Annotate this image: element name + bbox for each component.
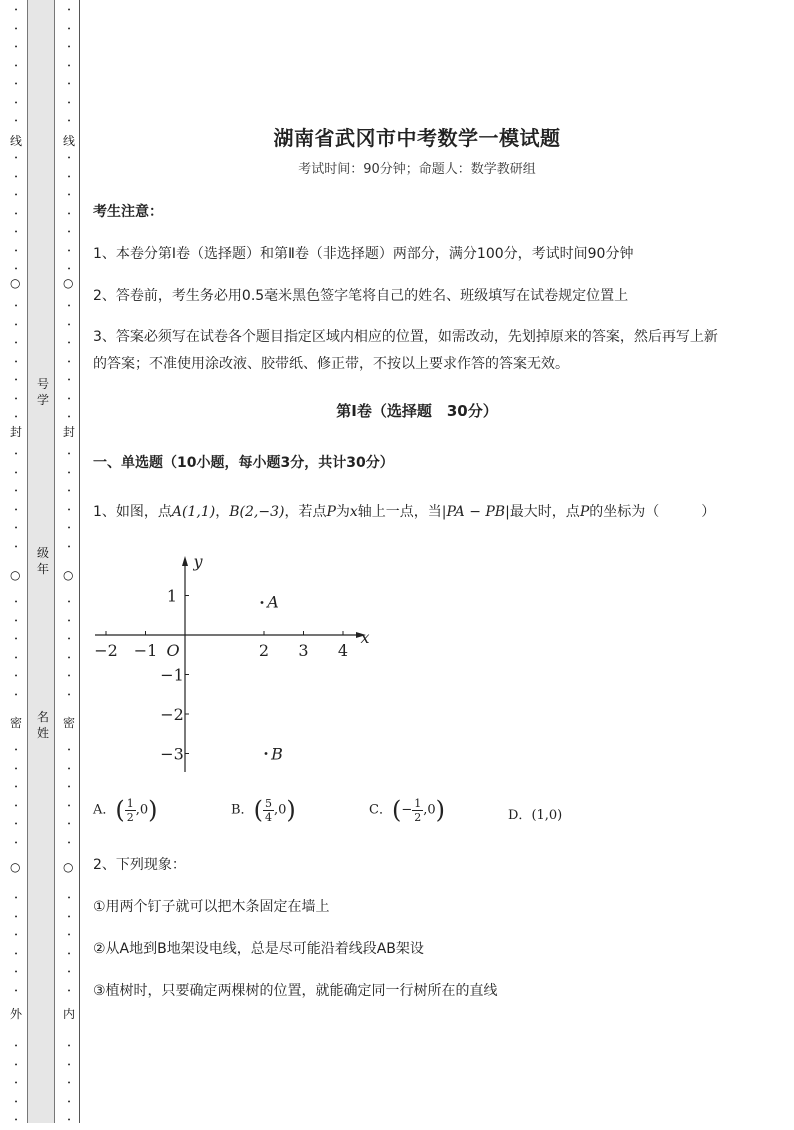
dot: • bbox=[14, 358, 18, 366]
dot: • bbox=[14, 1117, 18, 1124]
dot: • bbox=[14, 691, 18, 699]
dot: • bbox=[67, 1043, 71, 1050]
dot: • bbox=[67, 81, 71, 88]
dot: • bbox=[67, 229, 71, 236]
option-b[interactable]: B．( $\frac{5}{4}$ ,0) bbox=[231, 796, 296, 824]
dot: • bbox=[67, 118, 71, 125]
point-a-label: A bbox=[267, 592, 279, 612]
q1-point-p: P bbox=[579, 504, 590, 520]
option-letter: B． bbox=[231, 802, 254, 818]
point-b-dot bbox=[265, 752, 268, 755]
dot: • bbox=[14, 395, 18, 403]
dot: • bbox=[14, 173, 18, 181]
dot: • bbox=[14, 247, 18, 255]
dot: • bbox=[67, 617, 71, 625]
y-axis-arrow bbox=[182, 556, 188, 566]
dot: • bbox=[67, 506, 71, 514]
fraction-numerator: 1 bbox=[126, 796, 134, 810]
x-tick-label: −2 bbox=[94, 641, 118, 660]
dot: • bbox=[14, 81, 18, 88]
section-title: 第I卷（选择题 30分） bbox=[336, 402, 498, 420]
q1-text: ， bbox=[215, 504, 230, 520]
dot: • bbox=[14, 950, 18, 958]
dot: • bbox=[67, 44, 71, 51]
dot: • bbox=[67, 673, 71, 680]
dot: • bbox=[14, 99, 18, 107]
q1-text: ，若点 bbox=[284, 504, 327, 520]
dot: • bbox=[67, 414, 71, 421]
dot: • bbox=[67, 210, 71, 218]
dot: • bbox=[14, 525, 18, 532]
dot: • bbox=[14, 747, 18, 754]
q1-abs-expr: |PA − PB| bbox=[441, 504, 510, 520]
question-2-item: ①用两个钉子就可以把木条固定在墙上 bbox=[93, 899, 330, 915]
notes-item: 1、本卷分第I卷（选择题）和第Ⅱ卷（非选择题）两部分，满分100分，考试时间90分钟 bbox=[93, 246, 634, 262]
dot: • bbox=[67, 7, 71, 14]
dot: • bbox=[14, 1043, 18, 1050]
dot: • bbox=[67, 62, 71, 70]
option-value: (1,0) bbox=[531, 808, 563, 823]
dot: • bbox=[14, 266, 18, 273]
question-2-item: ②从A地到B地架设电线，总是尽可能沿着线段AB架设 bbox=[93, 941, 424, 957]
outer-mark-circle: ○ bbox=[10, 568, 21, 582]
inner-mark-circle: ○ bbox=[63, 568, 74, 582]
notes-item: 2、答卷前，考生务必用0.5毫米黑色签字笔将自己的姓名、班级填写在试卷规定位置上 bbox=[93, 288, 629, 304]
exam-subtitle: 考试时间：90分钟；命题人：数学教研组 bbox=[298, 162, 536, 177]
x-tick-label: 3 bbox=[298, 641, 309, 660]
outer-mark-feng: 封 bbox=[10, 425, 23, 439]
dot: • bbox=[14, 654, 18, 662]
dot: • bbox=[14, 895, 18, 902]
fraction-denominator: 2 bbox=[414, 810, 422, 824]
fraction-numerator: 5 bbox=[264, 796, 272, 810]
dot: • bbox=[67, 747, 71, 754]
dot: • bbox=[67, 395, 71, 403]
option-letter: D． bbox=[508, 808, 532, 823]
y-tick-label: −3 bbox=[160, 744, 184, 764]
field-student-number: 号 学 bbox=[36, 377, 49, 407]
dot: • bbox=[67, 358, 71, 366]
dot: • bbox=[67, 340, 71, 347]
inner-mark-circle: ○ bbox=[63, 276, 74, 290]
dot: • bbox=[14, 802, 18, 810]
dot: • bbox=[67, 950, 71, 958]
dot: • bbox=[67, 969, 71, 976]
dot: • bbox=[14, 7, 18, 14]
dot: • bbox=[14, 1080, 18, 1087]
dot: • bbox=[67, 451, 71, 458]
dot: • bbox=[14, 414, 18, 421]
field-grade: 级 年 bbox=[36, 546, 49, 576]
dot: • bbox=[67, 192, 71, 199]
dot: • bbox=[14, 839, 18, 847]
inner-mark-xian: 线 bbox=[63, 134, 76, 148]
dot: • bbox=[67, 469, 71, 477]
dot: • bbox=[67, 266, 71, 273]
dot: • bbox=[67, 377, 71, 384]
dot: • bbox=[67, 987, 71, 995]
dot: • bbox=[14, 673, 18, 680]
field-name: 名 姓 bbox=[36, 710, 49, 740]
dot: • bbox=[14, 377, 18, 384]
option-a[interactable]: A．( $\frac{1}{2}$ ,0) bbox=[93, 796, 158, 824]
option-letter: A． bbox=[93, 802, 116, 818]
inner-mark-nei: 内 bbox=[63, 1007, 76, 1021]
dot: • bbox=[14, 617, 18, 625]
dot: • bbox=[14, 1061, 18, 1069]
y-tick-label: −2 bbox=[160, 705, 184, 724]
option-d[interactable] bbox=[508, 804, 562, 823]
q1-text: 1、如图，点 bbox=[93, 504, 172, 520]
dot: • bbox=[14, 488, 18, 495]
coordinate-graph bbox=[90, 550, 380, 780]
dot: • bbox=[14, 229, 18, 236]
inner-mark-circle: ○ bbox=[63, 860, 74, 874]
dot: • bbox=[14, 321, 18, 329]
option-sign: − bbox=[401, 802, 413, 818]
outer-mark-circle: ○ bbox=[10, 276, 21, 290]
dot: • bbox=[67, 895, 71, 902]
dot: • bbox=[67, 525, 71, 532]
dot: • bbox=[67, 932, 71, 939]
q1-point-b: B(2,−3) bbox=[229, 504, 285, 520]
dot: • bbox=[14, 506, 18, 514]
dot: • bbox=[67, 654, 71, 662]
dot: • bbox=[67, 1080, 71, 1087]
dot: • bbox=[67, 913, 71, 921]
dot: • bbox=[67, 691, 71, 699]
notes-item: 的答案；不准使用涂改液、胶带纸、修正带，不按以上要求作答的答案无效。 bbox=[93, 356, 569, 372]
notes-item: 3、答案必须写在试卷各个题目指定区域内相应的位置，如需改动，先划掉原来的答案，然后再写上新 bbox=[93, 329, 718, 345]
x-axis-label: x bbox=[360, 628, 370, 647]
inner-mark-mi: 密 bbox=[63, 716, 76, 730]
outer-mark-circle: ○ bbox=[10, 860, 21, 874]
question-2-stem: 2、下列现象： bbox=[93, 857, 186, 873]
inner-mark-feng: 封 bbox=[63, 425, 76, 439]
dot: • bbox=[14, 62, 18, 70]
dot: • bbox=[67, 321, 71, 329]
q1-text: 为 bbox=[335, 504, 350, 520]
outer-mark-mi: 密 bbox=[10, 716, 23, 730]
dot: • bbox=[67, 543, 71, 551]
dot: • bbox=[67, 821, 71, 828]
x-tick-label: 4 bbox=[337, 641, 349, 660]
q1-text: 轴上一点，当 bbox=[357, 504, 442, 520]
dot: • bbox=[67, 155, 71, 162]
origin-label: O bbox=[166, 641, 180, 660]
y-axis-label: y bbox=[193, 552, 203, 571]
point-a-dot bbox=[261, 601, 264, 604]
option-tail: ,0 bbox=[423, 802, 436, 818]
q1-text: 的坐标为（ ） bbox=[589, 504, 716, 520]
dot: • bbox=[14, 1098, 18, 1106]
dot: • bbox=[67, 802, 71, 810]
option-tail: ,0 bbox=[273, 802, 287, 818]
part-heading: 一、单选题（10小题，每小题3分，共计30分） bbox=[93, 455, 394, 471]
dot: • bbox=[67, 636, 71, 643]
point-b-label: B bbox=[271, 744, 283, 764]
dot: • bbox=[14, 25, 18, 33]
q1-text: 最大时，点 bbox=[509, 504, 580, 520]
option-letter: C． bbox=[369, 802, 392, 818]
dot: • bbox=[14, 118, 18, 125]
dot: • bbox=[67, 1098, 71, 1106]
dot: • bbox=[67, 247, 71, 255]
option-c[interactable]: C．(− $\frac{1}{2}$ ,0) bbox=[369, 796, 446, 824]
dot: • bbox=[14, 44, 18, 51]
dot: • bbox=[14, 340, 18, 347]
outer-mark-xian: 线 bbox=[10, 134, 23, 148]
fraction-denominator: 4 bbox=[264, 810, 272, 824]
dot: • bbox=[67, 25, 71, 33]
dot: • bbox=[67, 839, 71, 847]
dot: • bbox=[14, 784, 18, 791]
dot: • bbox=[14, 543, 18, 551]
q1-point-p: P bbox=[326, 504, 336, 520]
dot: • bbox=[14, 469, 18, 477]
dot: • bbox=[14, 913, 18, 921]
dot: • bbox=[67, 1117, 71, 1124]
dot: • bbox=[67, 99, 71, 107]
dot: • bbox=[67, 1061, 71, 1069]
q1-x: x bbox=[349, 504, 358, 520]
x-tick-label: −1 bbox=[133, 641, 158, 660]
dot: • bbox=[67, 173, 71, 181]
dot: • bbox=[14, 932, 18, 939]
y-tick-label: 1 bbox=[166, 586, 178, 606]
dot: • bbox=[14, 969, 18, 976]
fraction-numerator: 1 bbox=[414, 796, 422, 810]
dot: • bbox=[67, 784, 71, 791]
question-2-item: ③植树时，只要确定两棵树的位置，就能确定同一行树所在的直线 bbox=[93, 983, 498, 999]
dot: • bbox=[67, 765, 71, 773]
x-tick-label: 2 bbox=[258, 641, 270, 660]
exam-title: 湖南省武冈市中考数学一模试题 bbox=[273, 126, 561, 150]
fraction-denominator: 2 bbox=[126, 810, 134, 824]
notes-heading: 考生注意： bbox=[93, 204, 163, 220]
dot: • bbox=[14, 303, 18, 310]
dot: • bbox=[14, 155, 18, 162]
y-tick-label: −1 bbox=[160, 665, 184, 685]
dot: • bbox=[67, 303, 71, 310]
dot: • bbox=[14, 636, 18, 643]
dot: • bbox=[14, 210, 18, 218]
outer-mark-wai: 外 bbox=[10, 1007, 23, 1021]
question-1-stem bbox=[93, 501, 715, 521]
dot: • bbox=[14, 599, 18, 606]
dot: • bbox=[14, 765, 18, 773]
dot: • bbox=[14, 451, 18, 458]
dot: • bbox=[14, 821, 18, 828]
dot: • bbox=[67, 488, 71, 495]
dot: • bbox=[14, 987, 18, 995]
q1-point-a: A(1,1) bbox=[171, 504, 216, 520]
option-tail: ,0 bbox=[135, 802, 149, 818]
dot: • bbox=[14, 192, 18, 199]
dot: • bbox=[67, 599, 71, 606]
